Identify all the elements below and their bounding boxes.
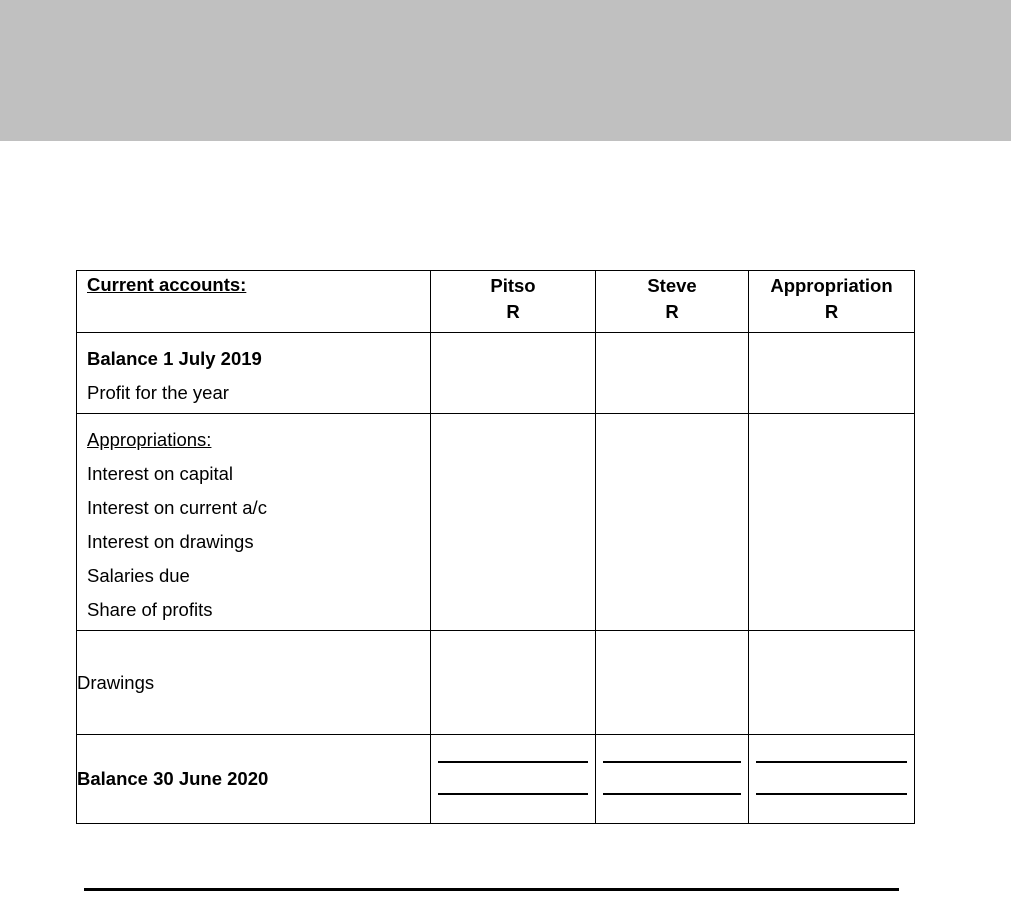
total-rule	[438, 761, 588, 763]
table-header-row	[77, 271, 915, 333]
bottom-divider	[84, 888, 899, 891]
steve-total-cell	[596, 735, 749, 824]
opening-balance-label: Balance 1 July 2019	[87, 348, 262, 369]
pitso-appropriations-cell	[431, 414, 596, 631]
appropriation-opening-cell	[749, 333, 915, 414]
total-rule	[438, 793, 588, 795]
closing-balance-row	[77, 735, 915, 824]
pitso-drawings-cell	[431, 631, 596, 735]
column-unit: R	[665, 301, 679, 322]
column-name: Steve	[647, 275, 697, 296]
pitso-opening-cell	[431, 333, 596, 414]
column-name: Appropriation	[770, 275, 893, 296]
appropriation-item: Share of profits	[87, 599, 213, 620]
opening-balance-row	[77, 333, 915, 414]
steve-opening-cell	[596, 333, 749, 414]
drawings-row	[77, 631, 915, 735]
appropriations-label-cell	[77, 414, 431, 631]
appropriation-item: Salaries due	[87, 565, 190, 586]
current-accounts-table	[76, 270, 915, 824]
drawings-label: Drawings	[77, 631, 431, 735]
total-rule	[756, 761, 907, 763]
steve-drawings-cell	[596, 631, 749, 735]
appropriations-row	[77, 414, 915, 631]
profit-label: Profit for the year	[87, 382, 229, 403]
appropriation-appropriations-cell	[749, 414, 915, 631]
closing-balance-label: Balance 30 June 2020	[77, 735, 431, 824]
total-rule	[603, 761, 741, 763]
appropriation-total-cell	[749, 735, 915, 824]
column-header-appropriation	[749, 271, 915, 333]
column-unit: R	[506, 301, 520, 322]
column-header-pitso	[431, 271, 596, 333]
total-rule	[756, 793, 907, 795]
appropriation-drawings-cell	[749, 631, 915, 735]
appropriation-item: Interest on capital	[87, 463, 234, 484]
column-name: Pitso	[490, 275, 536, 296]
header-band	[0, 0, 1011, 141]
pitso-total-cell	[431, 735, 596, 824]
table-title-cell	[77, 271, 431, 333]
column-header-steve	[596, 271, 749, 333]
appropriation-item: Interest on current a/c	[87, 497, 267, 518]
steve-appropriations-cell	[596, 414, 749, 631]
table-title: Current accounts:	[87, 274, 247, 295]
column-unit: R	[824, 301, 839, 322]
appropriation-item: Interest on drawings	[87, 531, 254, 552]
total-rule	[603, 793, 741, 795]
opening-label-cell	[77, 333, 431, 414]
appropriations-heading: Appropriations:	[87, 429, 212, 450]
